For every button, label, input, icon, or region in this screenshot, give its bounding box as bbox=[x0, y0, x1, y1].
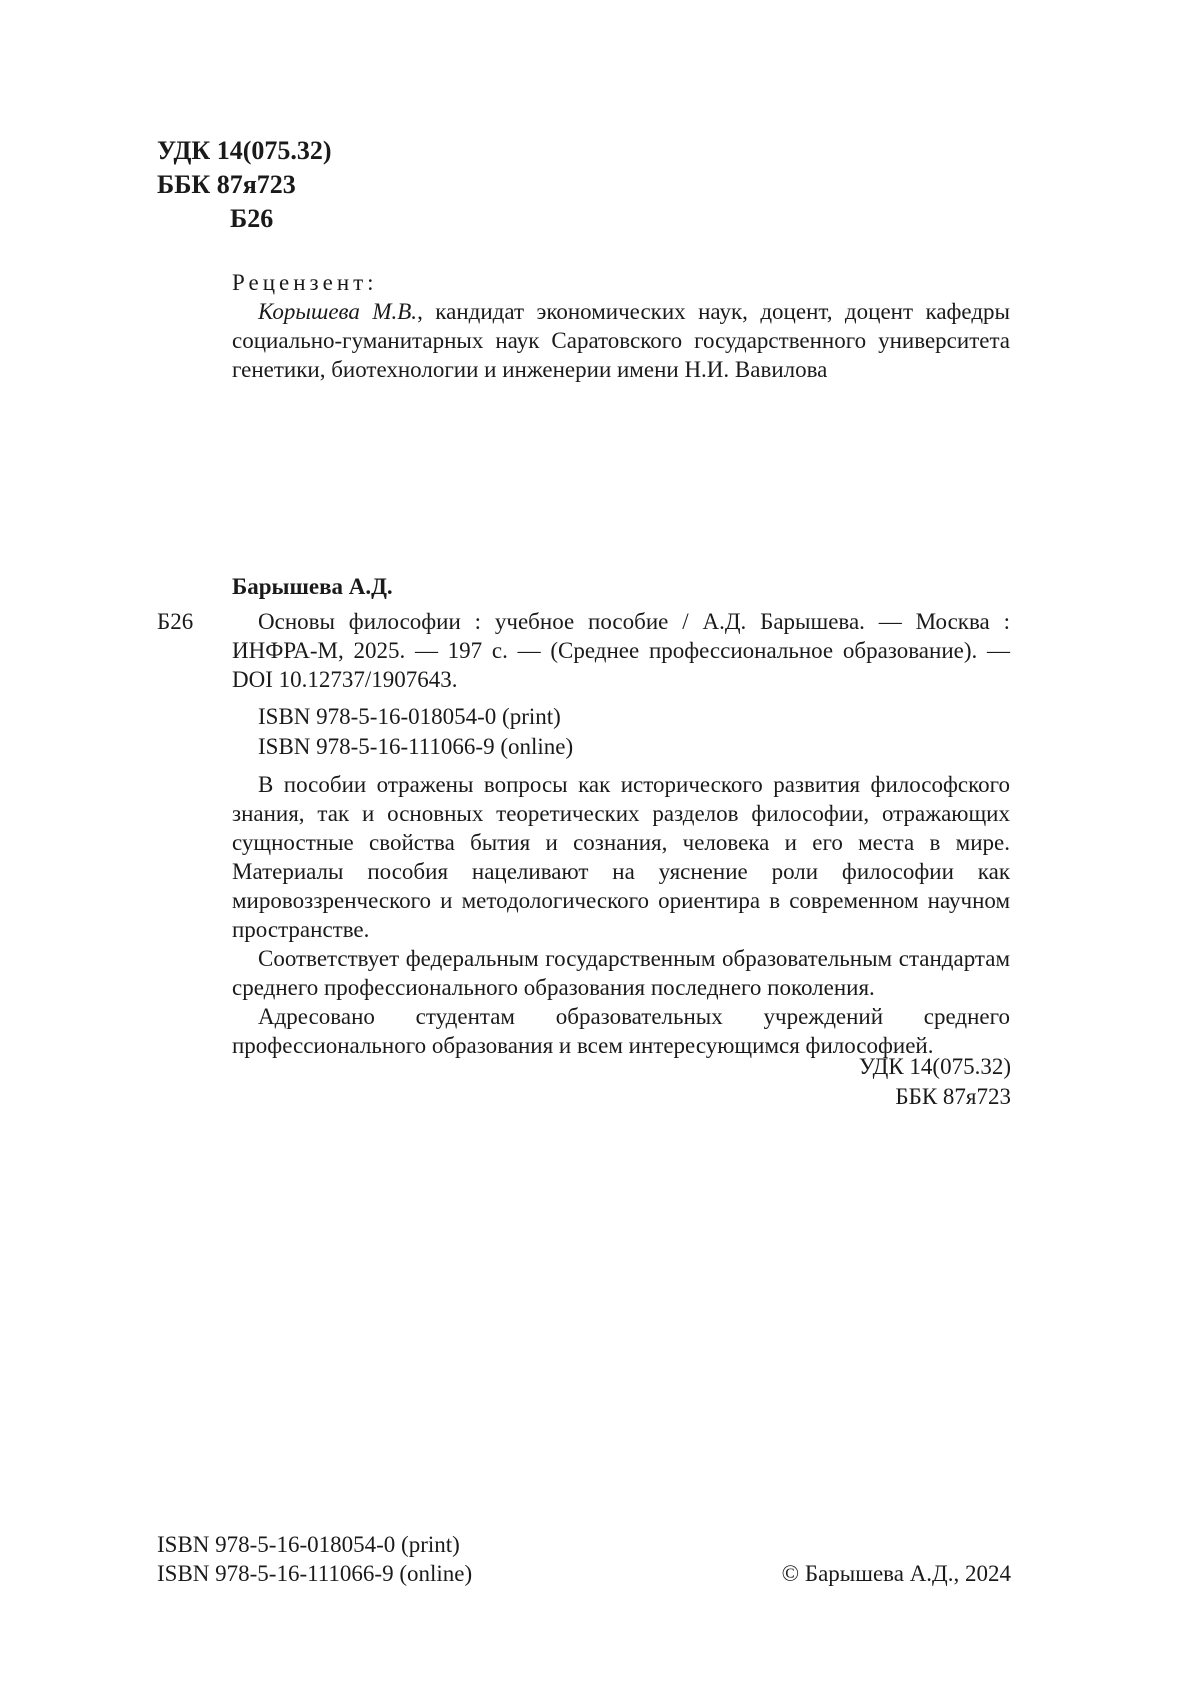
isbn-online: ISBN 978-5-16-111066-9 (online) bbox=[258, 734, 574, 759]
record-author: Барышева А.Д. bbox=[232, 574, 393, 599]
record-udk: УДК 14(075.32) bbox=[858, 1054, 1011, 1079]
reviewer-label: Рецензент: bbox=[232, 270, 378, 295]
bibliographic-text: Основы философии : учебное пособие / А.Д. Барышева. — Москва : ИНФРА-М, 2025. — 197 с. — (Среднее профессиональное образование). — DOI 10.12737/1907643. bbox=[232, 609, 1010, 692]
record-bbk: ББК 87я723 bbox=[895, 1084, 1011, 1109]
footer-isbn-list bbox=[157, 1530, 472, 1588]
udk-code: УДК 14(075.32) bbox=[157, 136, 332, 165]
annotation-paragraph: Соответствует федеральным государственным образовательным стандартам среднего профессионального образования последнего поколения. bbox=[232, 946, 1010, 1000]
annotation-paragraph: В пособии отражены вопросы как исторического развития философского знания, так и основных теоретических разделов философии, отражающих сущностные свойства бытия и сознания, человека и его места в мире. Материалы пособия нацеливают на уяснение роли философии как мировоззренческого и методологического ориентира в современном научном пространстве. bbox=[232, 772, 1010, 942]
copyright-notice: © Барышева А.Д., 2024 bbox=[781, 1561, 1011, 1586]
record-author-mark: Б26 bbox=[157, 609, 194, 634]
footer-isbn-online: ISBN 978-5-16-111066-9 (online) bbox=[157, 1561, 473, 1586]
isbn-print: ISBN 978-5-16-018054-0 (print) bbox=[258, 704, 561, 729]
record-classification-codes bbox=[859, 1052, 1011, 1112]
footer-isbn-print: ISBN 978-5-16-018054-0 (print) bbox=[157, 1532, 460, 1557]
annotation-paragraph: Адресовано студентам образовательных учреждений среднего профессионального образования и всем интересующимся философией. bbox=[232, 1004, 1010, 1058]
reviewer-name: Корышева М.В. bbox=[258, 299, 418, 324]
reviewer-block bbox=[232, 268, 1010, 384]
bbk-code: ББК 87я723 bbox=[157, 170, 296, 199]
author-mark: Б26 bbox=[230, 204, 274, 233]
bibliographic-description bbox=[232, 607, 1010, 694]
annotation bbox=[232, 770, 1010, 1060]
reviewer-description bbox=[232, 297, 1010, 384]
reviewer-details: , кандидат экономических наук, доцент, доцент кафедры социально-гуманитарных наук Саратовского государственного университета генетики, биотехнологии и инженерии имени Н.И. Вавилова bbox=[232, 299, 1010, 382]
record-isbn-list bbox=[258, 702, 573, 762]
classification-codes bbox=[157, 134, 332, 236]
